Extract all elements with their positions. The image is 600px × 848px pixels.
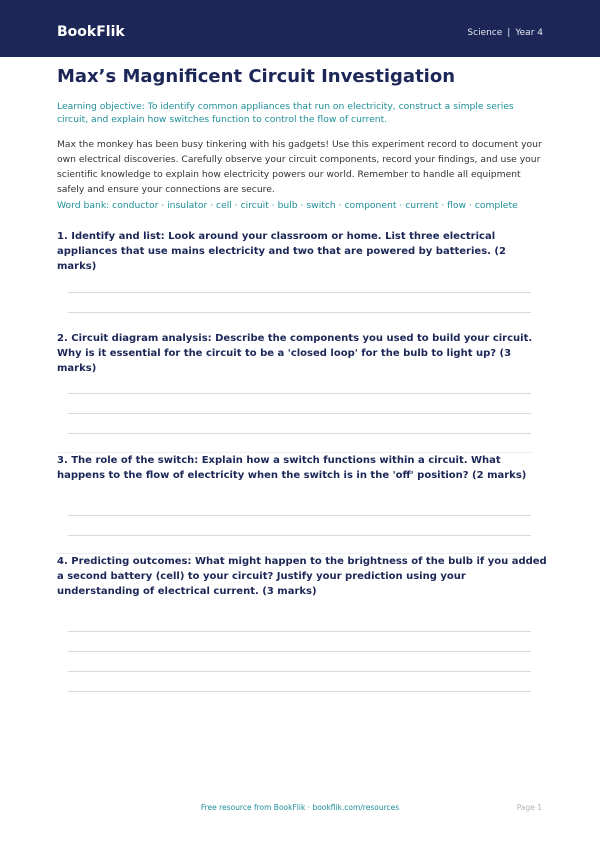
answer-line[interactable] xyxy=(68,433,531,434)
answer-line[interactable] xyxy=(68,515,531,516)
question-3: 3. The role of the switch: Explain how a switch functions within a circuit. What happens to the flow of electricity when the switch is in the 'off' position? (2 marks) xyxy=(57,455,527,481)
answer-line[interactable] xyxy=(68,631,531,632)
brand-logo-text: BookFlik xyxy=(57,24,125,40)
answer-line[interactable] xyxy=(68,691,531,692)
subject-label: Science xyxy=(467,28,503,38)
page-footer xyxy=(0,803,600,815)
answer-line[interactable] xyxy=(68,393,531,394)
page-title: Max’s Magnificent Circuit Investigation xyxy=(57,66,456,87)
answer-line[interactable] xyxy=(68,312,531,313)
footer-link[interactable]: Free resource from BookFlik · bookflik.com/resources xyxy=(200,803,400,812)
page-number: Page 1 xyxy=(516,803,542,812)
header-meta xyxy=(467,27,543,39)
question-1: 1. Identify and list: Look around your classroom or home. List three electrical appliances that use mains electricity and two that are powered by batteries. (2 marks) xyxy=(57,231,506,272)
meta-separator: | xyxy=(507,28,511,38)
answer-line[interactable] xyxy=(68,671,531,672)
learning-objective: Learning objective: To identify common appliances that run on electricity, construct a simple series circuit, and explain how switches function to control the flow of current. xyxy=(57,101,514,125)
question-4: 4. Predicting outcomes: What might happen to the brightness of the bulb if you added a second battery (cell) to your circuit? Justify your prediction using your understanding of electrical current. (3 marks) xyxy=(57,556,547,597)
answer-line[interactable] xyxy=(68,651,531,652)
answer-line[interactable] xyxy=(68,535,531,536)
intro-paragraph: Max the monkey has been busy tinkering with his gadgets! Use this experiment record to document your own electrical discoveries. Carefully observe your circuit components, record your findings, and use your scientific knowledge to explain how electricity powers our world. Remember to handle all equipment safely and ensure your connections are secure. xyxy=(57,139,542,195)
answer-line[interactable] xyxy=(68,413,531,414)
year-label: Year 4 xyxy=(515,28,543,38)
page-header xyxy=(0,0,600,57)
question-2: 2. Circuit diagram analysis: Describe the components you used to build your circuit. Why is it essential for the circuit to be a 'closed loop' for the bulb to light up? (3 marks) xyxy=(57,333,533,374)
answer-line[interactable] xyxy=(68,292,531,293)
word-bank: Word bank: conductor · insulator · cell · circuit · bulb · switch · component · current · flow · complete xyxy=(57,200,518,211)
